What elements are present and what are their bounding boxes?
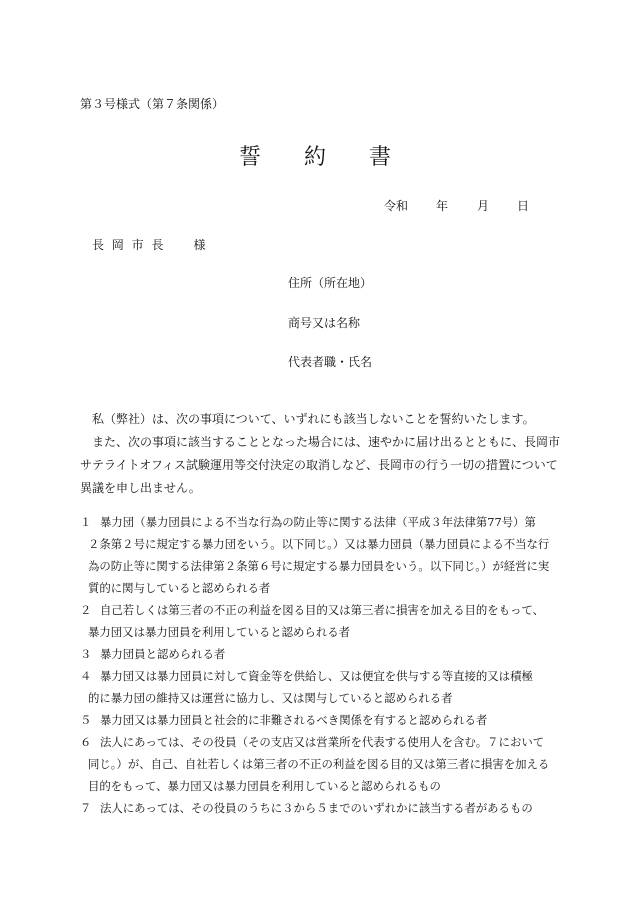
item-first-line: 法人にあっては、その役員のうちに３から５までのいずれかに該当する者があるもの — [100, 801, 533, 815]
item-first-line: 自己若しくは第三者の不正の利益を図る目的又は第三者に損害を加える目的をもって、 — [100, 603, 545, 617]
title-char: 書 — [369, 145, 392, 170]
date-era: 令和 — [384, 199, 409, 213]
item-first-line: 暴力団員と認められる者 — [100, 647, 226, 661]
item-number: ２ — [80, 603, 92, 617]
item-continuation: 的に暴力団の維持又は運営に協力し、又は関与していると認められる者 — [88, 691, 453, 705]
form-number: 第３号様式（第７条関係） — [80, 97, 225, 111]
document-title — [0, 140, 630, 171]
item-continuation: ２条第２号に規定する暴力団をいう。以下同じ。）又は暴力団員（暴力団員による不当な行為の防止等に関する法律第２条第６号に規定する暴力団員をいう。以下同じ。）が経営に実質的に関与していると認められる者 — [88, 537, 550, 595]
representative-label: 代表者職・氏名 — [288, 355, 373, 369]
item-first-line: 法人にあっては、その役員（その支店又は営業所を代表する使用人を含む。７において — [100, 735, 545, 749]
item-number: ４ — [80, 669, 92, 683]
pledge-items — [80, 511, 560, 819]
title-char: 誓 — [238, 145, 261, 170]
intro-paragraph: 私（弊社）は、次の事項について、いずれにも該当しないことを誓約いたします。 — [92, 412, 535, 426]
item-number: １ — [80, 515, 92, 529]
addressee: 長 岡 市 長 様 — [92, 238, 208, 252]
item-number: ６ — [80, 735, 92, 749]
item-first-line: 暴力団又は暴力団員に対して資金等を供給し、又は便宜を供与する等直接的又は積極 — [100, 669, 533, 683]
intro-paragraph: また、次の事項に該当することとなった場合には、速やかに届け出るとともに、長岡市サテライトオフィス試験運用等交付決定の取消しなど、長岡市の行う一切の措置について異議を申し出ません。 — [80, 435, 561, 495]
item-number: ３ — [80, 647, 92, 661]
list-item — [80, 511, 560, 599]
list-item — [80, 709, 560, 731]
date-year: 年 — [436, 199, 449, 213]
item-number: ５ — [80, 713, 92, 727]
list-item — [80, 643, 560, 665]
item-first-line: 暴力団又は暴力団員と社会的に非難されるべき関係を有すると認められる者 — [100, 713, 488, 727]
item-continuation: 同じ。）が、自己、自社若しくは第三者の不正の利益を図る目的又は第三者に損害を加える目的をもって、暴力団又は暴力団員を利用していると認められるもの — [88, 757, 550, 793]
date-month: 月 — [477, 199, 490, 213]
title-char: 約 — [303, 145, 326, 170]
item-continuation: 暴力団又は暴力団員を利用していると認められる者 — [88, 625, 350, 639]
date-day: 日 — [517, 199, 530, 213]
item-number: ７ — [80, 801, 92, 815]
list-item — [80, 599, 560, 643]
list-item — [80, 731, 560, 797]
item-first-line: 暴力団（暴力団員による不当な行為の防止等に関する法律（平成３年法律第77号）第 — [100, 515, 536, 529]
list-item — [80, 665, 560, 709]
address-label: 住所（所在地） — [288, 276, 373, 290]
company-name-label: 商号又は名称 — [288, 316, 361, 330]
intro-text — [80, 408, 560, 500]
list-item — [80, 797, 560, 819]
